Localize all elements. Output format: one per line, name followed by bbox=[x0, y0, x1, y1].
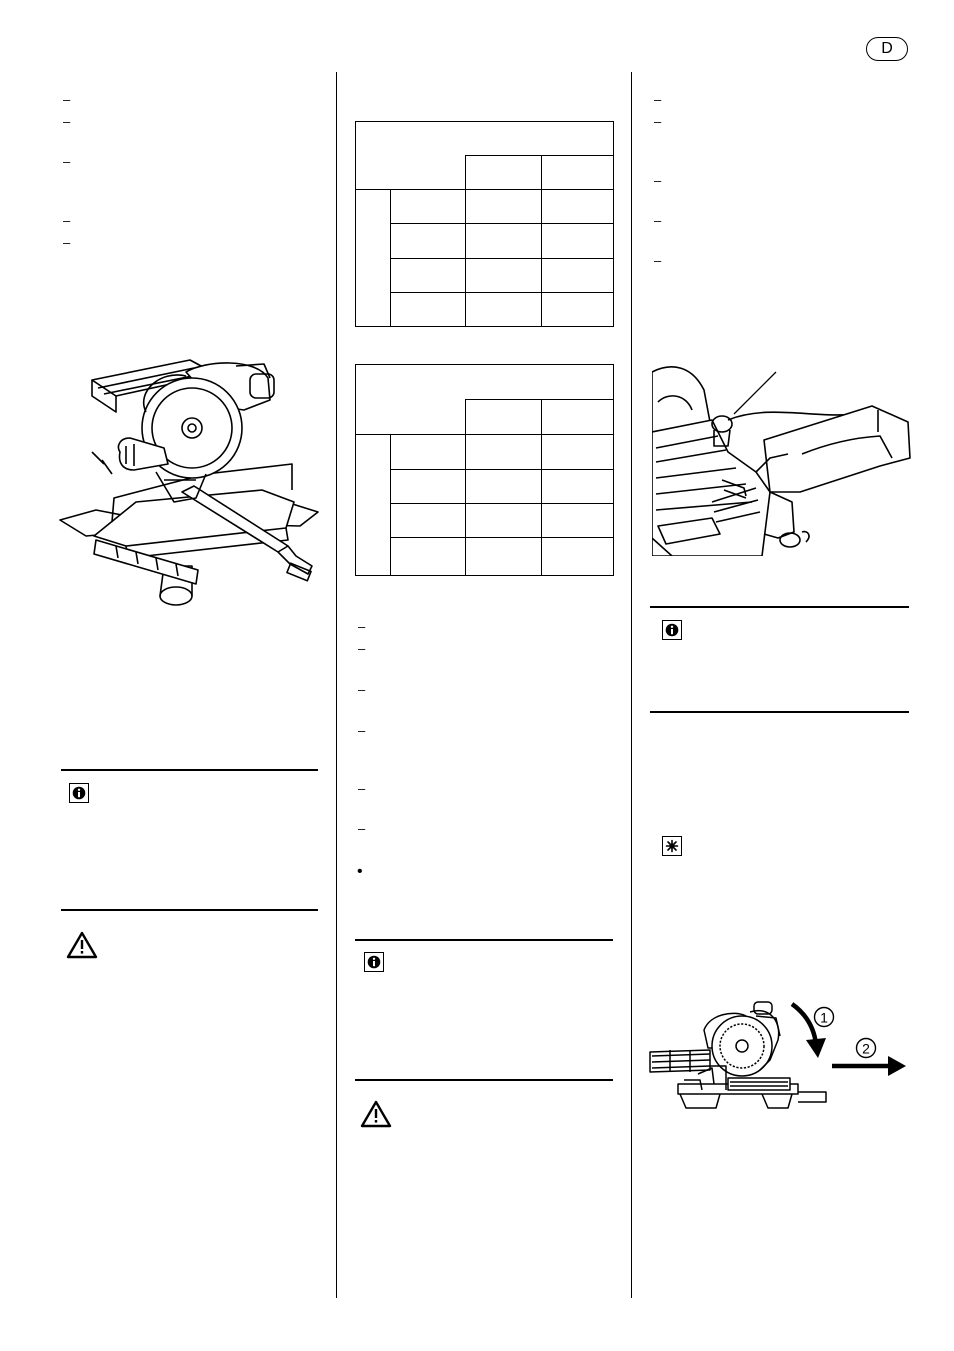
info-icon bbox=[69, 783, 89, 803]
rail-closeup-illustration bbox=[652, 362, 914, 558]
data-table-2 bbox=[355, 364, 614, 576]
dash-marker: – bbox=[358, 682, 366, 697]
dash-marker: – bbox=[654, 114, 662, 129]
bullet-marker: • bbox=[357, 863, 363, 880]
language-badge: D bbox=[866, 37, 908, 61]
dash-marker: – bbox=[63, 154, 71, 169]
warning-icon bbox=[66, 931, 98, 959]
dash-marker: – bbox=[358, 619, 366, 634]
tip-icon bbox=[662, 836, 682, 856]
step-marker-2: 2 bbox=[862, 1040, 870, 1057]
section-rule bbox=[355, 1079, 613, 1081]
dash-marker: – bbox=[63, 213, 71, 228]
dash-marker: – bbox=[654, 213, 662, 228]
dash-marker: – bbox=[654, 92, 662, 107]
data-table-1 bbox=[355, 121, 614, 327]
column-divider-right bbox=[631, 72, 632, 1298]
section-rule bbox=[355, 939, 613, 941]
dash-marker: – bbox=[63, 114, 71, 129]
section-rule bbox=[650, 606, 909, 608]
warning-icon bbox=[360, 1100, 392, 1128]
dash-marker: – bbox=[63, 92, 71, 107]
section-rule bbox=[61, 769, 318, 771]
info-icon bbox=[364, 952, 384, 972]
section-rule bbox=[61, 909, 318, 911]
step-marker-1: 1 bbox=[820, 1009, 828, 1026]
dash-marker: – bbox=[654, 173, 662, 188]
miter-saw-illustration bbox=[56, 352, 322, 614]
info-icon bbox=[662, 620, 682, 640]
cutting-motion-illustration bbox=[650, 996, 910, 1116]
column-divider-left bbox=[336, 72, 337, 1298]
dash-marker: – bbox=[358, 821, 366, 836]
dash-marker: – bbox=[63, 235, 71, 250]
dash-marker: – bbox=[654, 253, 662, 268]
dash-marker: – bbox=[358, 723, 366, 738]
dash-marker: – bbox=[358, 781, 366, 796]
section-rule bbox=[650, 711, 909, 713]
dash-marker: – bbox=[358, 641, 366, 656]
